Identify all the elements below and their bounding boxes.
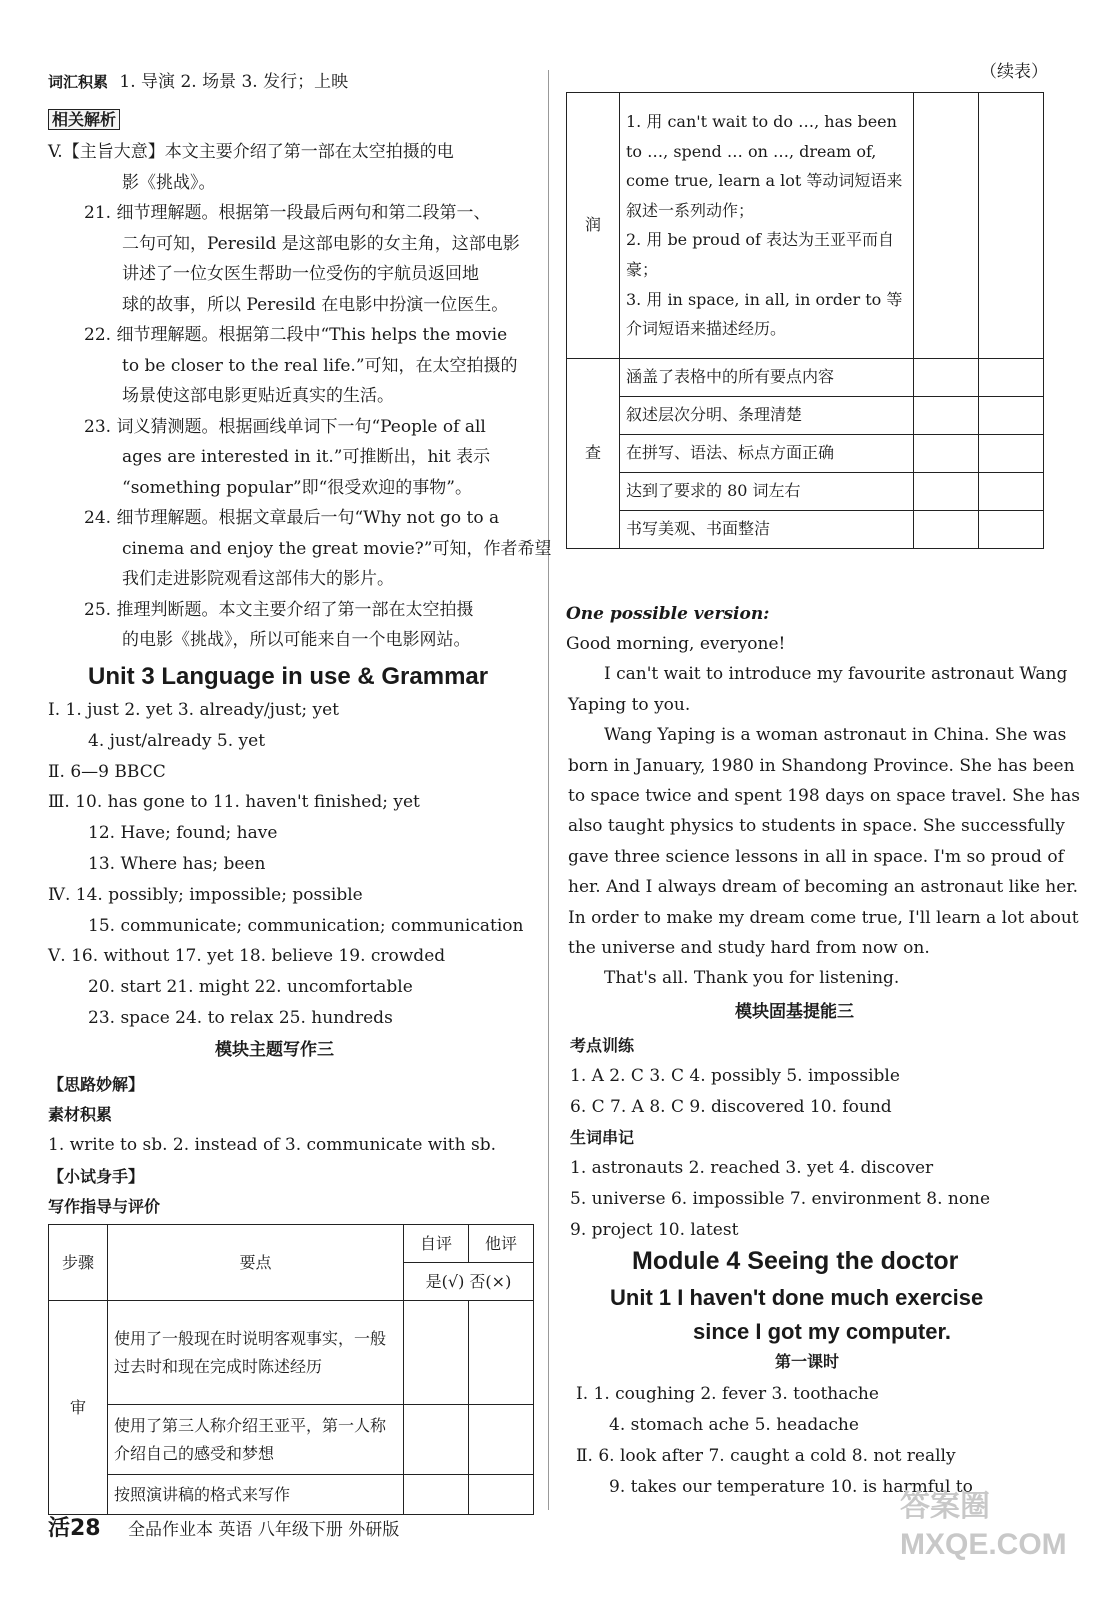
book-title: 全品作业本 英语 八年级下册 外研版 — [128, 1520, 400, 1540]
cha-1-self[interactable] — [914, 358, 979, 396]
essay-line: Good morning, everyone! — [566, 634, 786, 654]
thinking-label: 【思路妙解】 — [48, 1075, 145, 1094]
shen-1-other[interactable] — [469, 1301, 534, 1405]
cha-point-5: 书写美观、书面整洁 — [620, 510, 914, 548]
vocab-items: 1. 导演 2. 场景 3. 发行；上映 — [119, 72, 349, 92]
shen-3-other[interactable] — [469, 1475, 534, 1515]
material-items: 1. write to sb. 2. instead of 3. communicate with sb. — [48, 1135, 496, 1155]
column-divider — [548, 70, 549, 1510]
essay-line: also taught physics to students in space. She successfully — [568, 816, 1065, 837]
v-analysis-line: 25. 推理判断题。本文主要介绍了第一部在太空拍摄 — [84, 599, 474, 620]
v-analysis-line: to be closer to the real life.”可知，在太空拍摄的 — [122, 355, 518, 376]
shen-point-1: 使用了一般现在时说明客观事实，一般过去时和现在完成时陈述经历 — [108, 1301, 404, 1405]
writing-table-left — [48, 1224, 534, 1515]
essay-line: to space twice and spent 198 days on space travel. She has — [568, 786, 1081, 806]
words-line: 9. project 10. latest — [570, 1220, 739, 1240]
v-analysis-line: 影《挑战》。 — [122, 172, 216, 193]
v-analysis-line: cinema and enjoy the great movie?”可知，作者希望 — [122, 538, 552, 559]
cha-point-3: 在拼写、语法、标点方面正确 — [620, 434, 914, 472]
kaodian-line: 6. C 7. A 8. C 9. discovered 10. found — [570, 1097, 892, 1117]
v-analysis-line: 我们走进影院观看这部伟大的影片。 — [122, 569, 394, 589]
step-cha: 查 — [567, 358, 620, 548]
v-analysis-line: “something popular”即“很受欢迎的事物”。 — [122, 477, 473, 498]
try-label: 【小试身手】 — [48, 1167, 145, 1186]
unit3-line: Ⅲ. 10. has gone to 11. haven't finished; yet — [48, 792, 420, 813]
version-label: One possible version: — [566, 604, 770, 624]
run-point-3: 3. 用 in space, in all, in order to 等介词短语来描述经历。 — [620, 285, 914, 359]
shen-1-self[interactable] — [404, 1301, 469, 1405]
kaodian-label: 考点训练 — [570, 1036, 635, 1055]
shen-point-2: 使用了第三人称介绍王亚平，第一人称介绍自己的感受和梦想 — [108, 1405, 404, 1475]
m4-line: Ⅱ. 6. look after 7. caught a cold 8. not really — [576, 1446, 956, 1466]
essay-line: gave three science lessons in all in space. I'm so proud of — [568, 846, 1064, 867]
th-point: 要点 — [108, 1225, 404, 1301]
v-analysis-line: 24. 细节理解题。根据文章最后一句“Why not go to a — [84, 508, 500, 528]
watermark-logo: 答案圈 MXQE.COM — [900, 1490, 1067, 1561]
unit3-line: Ⅰ. 1. just 2. yet 3. already/just; yet — [48, 700, 339, 720]
cha-5-self[interactable] — [914, 510, 979, 548]
unit3-line: Ⅱ. 6—9 BBCC — [48, 761, 166, 782]
words-line: 5. universe 6. impossible 7. environment 8. none — [570, 1189, 991, 1209]
essay-line: I can't wait to introduce my favourite astronaut Wang — [604, 664, 1068, 685]
v-analysis-line: 23. 词义猜测题。根据画线单词下一句“People of all — [84, 416, 486, 437]
shen-point-3: 按照演讲稿的格式来写作 — [108, 1475, 404, 1515]
module4-title: Module 4 Seeing the doctor — [632, 1247, 959, 1275]
v-analysis-line: 场景使这部电影更贴近真实的生活。 — [122, 386, 394, 406]
run-point-2: 2. 用 be proud of 表达为王亚平而自豪； — [620, 225, 914, 284]
v-analysis-line: 球的故事，所以 Peresild 在电影中扮演一位医生。 — [122, 294, 509, 315]
th-self: 自评 — [404, 1225, 469, 1263]
v-analysis-line: 22. 细节理解题。根据第二段中“This helps the movie — [84, 325, 508, 345]
footer — [48, 1515, 399, 1543]
words-label: 生词串记 — [570, 1128, 635, 1147]
unit3-line: 4. just/already 5. yet — [88, 730, 266, 751]
v-analysis-line: 讲述了一位女医生帮助一位受伤的宇航员返回地 — [122, 264, 479, 284]
essay-line: the universe and study hard from now on. — [568, 938, 930, 958]
unit3-line: 23. space 24. to relax 25. hundreds — [88, 1008, 393, 1028]
unit3-line: 13. Where has; been — [88, 854, 266, 874]
continued-label: （续表） — [980, 62, 1048, 82]
cha-1-other[interactable] — [979, 358, 1044, 396]
page-number: 活28 — [48, 1516, 101, 1541]
m4-line: Ⅰ. 1. coughing 2. fever 3. toothache — [576, 1384, 879, 1404]
v-analysis-line: V.【主旨大意】本文主要介绍了第一部在太空拍摄的电 — [48, 142, 454, 162]
essay-line: In order to make my dream come true, I'll learn a lot about — [568, 907, 1079, 928]
v-analysis-line: 二句可知，Peresild 是这部电影的女主角，这部电影 — [122, 233, 520, 254]
run-self[interactable] — [914, 93, 979, 359]
unit3-line: Ⅳ. 14. possibly; impossible; possible — [48, 884, 363, 905]
m4-line: 9. takes our temperature 10. is harmful to — [609, 1477, 973, 1497]
th-yesno: 是(√) 否(×) — [404, 1263, 534, 1301]
run-other[interactable] — [979, 93, 1044, 359]
essay-line: born in January, 1980 in Shandong Province. She has been — [568, 755, 1075, 776]
unit3-line: 12. Have; found; have — [88, 823, 278, 844]
shen-2-other[interactable] — [469, 1405, 534, 1475]
shen-2-self[interactable] — [404, 1405, 469, 1475]
writing-table-right — [566, 92, 1044, 549]
unit1-title-line1: Unit 1 I haven't done much exercise — [610, 1285, 984, 1310]
words-line: 1. astronauts 2. reached 3. yet 4. discover — [570, 1158, 934, 1178]
analysis-label-wrap — [48, 110, 120, 131]
analysis-label: 相关解析 — [48, 109, 120, 130]
unit3-line: Ⅴ. 16. without 17. yet 18. believe 19. crowded — [48, 946, 446, 967]
essay-line: Wang Yaping is a woman astronaut in China. She was — [604, 725, 1067, 746]
essay-line: her. And I always dream of becoming an astronaut like her. — [568, 877, 1078, 898]
kaodian-line: 1. A 2. C 3. C 4. possibly 5. impossible — [570, 1066, 900, 1086]
step-run: 润 — [567, 93, 620, 359]
cha-5-other[interactable] — [979, 510, 1044, 548]
cha-3-self[interactable] — [914, 434, 979, 472]
run-point-1: 1. 用 can't wait to do …, has been to …, spend … on …, dream of, come true, learn a lot 等动词短语来叙述一系列动作； — [620, 93, 914, 226]
v-analysis-line: 的电影《挑战》，所以可能来自一个电影网站。 — [122, 630, 471, 650]
cha-2-other[interactable] — [979, 396, 1044, 434]
m4-line: 4. stomach ache 5. headache — [609, 1415, 859, 1435]
vocab-label: 词汇积累 — [48, 73, 109, 91]
unit3-title: Unit 3 Language in use & Grammar — [88, 663, 489, 690]
unit1-title-line2: since I got my computer. — [693, 1319, 951, 1344]
th-step: 步骤 — [49, 1225, 108, 1301]
unit3-line: 15. communicate; communication; communication — [88, 915, 524, 936]
writing-title: 模块主题写作三 — [215, 1040, 334, 1060]
cha-point-2: 叙述层次分明、条理清楚 — [620, 396, 914, 434]
cha-4-other[interactable] — [979, 472, 1044, 510]
cha-4-self[interactable] — [914, 472, 979, 510]
consolidate-title: 模块固基提能三 — [735, 1002, 854, 1022]
th-other: 他评 — [469, 1225, 534, 1263]
essay-line: Yaping to you. — [568, 694, 691, 715]
guide-label: 写作指导与评价 — [48, 1197, 161, 1216]
shen-3-self[interactable] — [404, 1475, 469, 1515]
unit3-line: 20. start 21. might 22. uncomfortable — [88, 977, 413, 998]
cha-point-1: 涵盖了表格中的所有要点内容 — [620, 358, 914, 396]
lesson-label: 第一课时 — [775, 1352, 840, 1371]
step-shen: 审 — [49, 1301, 108, 1515]
vocab-row — [48, 72, 348, 93]
cha-3-other[interactable] — [979, 434, 1044, 472]
cha-2-self[interactable] — [914, 396, 979, 434]
v-analysis-line: 21. 细节理解题。根据第一段最后两句和第二段第一、 — [84, 203, 491, 223]
material-label: 素材积累 — [48, 1105, 113, 1124]
cha-point-4: 达到了要求的 80 词左右 — [620, 472, 914, 510]
v-analysis-line: ages are interested in it.”可推断出，hit 表示 — [122, 447, 491, 467]
essay-line: That's all. Thank you for listening. — [604, 968, 900, 989]
